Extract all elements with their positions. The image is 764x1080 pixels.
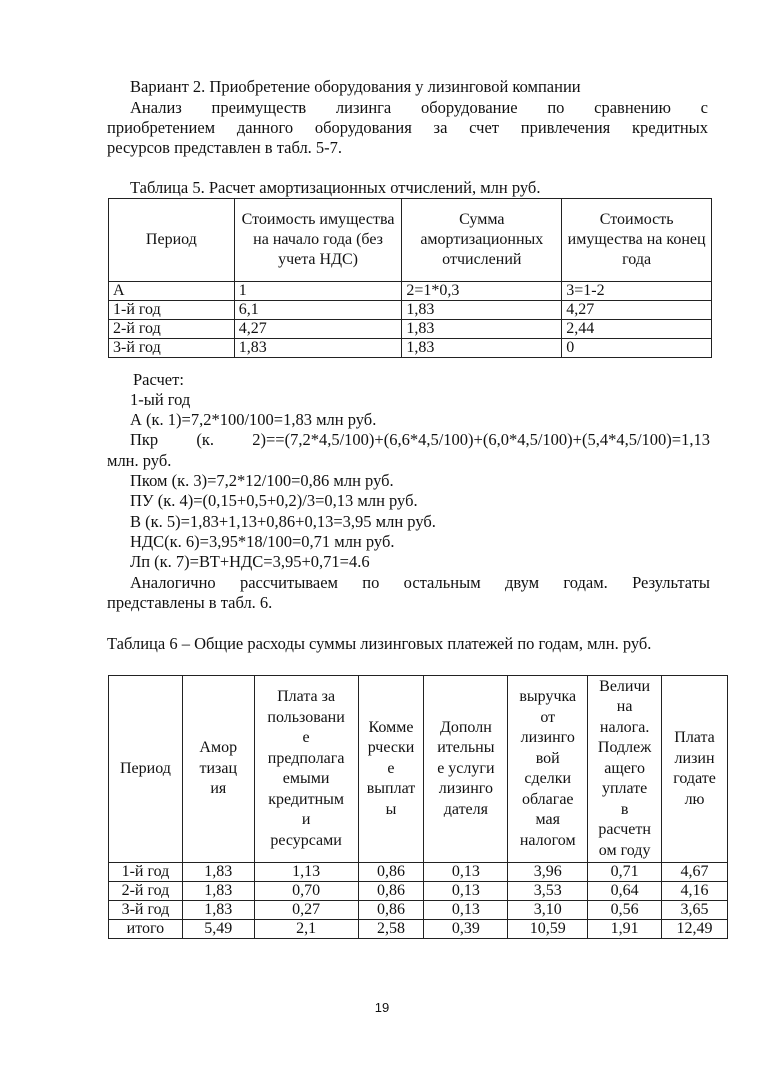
table5-cell: А bbox=[109, 282, 235, 301]
table6-cell: 2-й год bbox=[109, 882, 183, 901]
table6-cell: 0,13 bbox=[424, 863, 508, 882]
table6-caption: Таблица 6 – Общие расходы суммы лизинговых платежей по годам, млн. руб. bbox=[107, 634, 652, 653]
header-line: на bbox=[616, 698, 633, 716]
table6-header-cell bbox=[182, 676, 254, 863]
page-number: 19 bbox=[374, 1000, 390, 1015]
table5-header-cell: Сумма амортизационных отчислений bbox=[402, 199, 562, 282]
table6-cell: 2,1 bbox=[254, 920, 358, 939]
header-line: уплате bbox=[601, 780, 648, 798]
table5-cell: 3-й год bbox=[109, 339, 235, 358]
table5-row bbox=[109, 339, 712, 358]
table5-cell: 1-й год bbox=[109, 301, 235, 320]
table6-cell: 4,16 bbox=[662, 882, 728, 901]
header-line: Амор bbox=[199, 739, 238, 757]
table5-cell: 1 bbox=[234, 282, 402, 301]
table6-cell: 0,86 bbox=[358, 901, 424, 920]
header-line: дателя bbox=[443, 800, 488, 818]
table6-cell: 1-й год bbox=[109, 863, 183, 882]
table5-row bbox=[109, 301, 712, 320]
calc-line-v: В (к. 5)=1,83+1,13+0,86+0,13=3,95 млн руб. bbox=[130, 512, 436, 531]
header-line: расчетн bbox=[598, 821, 651, 839]
table6-cell: 1,83 bbox=[182, 901, 254, 920]
table6-cell: 4,67 bbox=[662, 863, 728, 882]
table6-header-row bbox=[109, 676, 728, 863]
calc-year: 1-ый год bbox=[130, 390, 191, 409]
table5-cell: 4,27 bbox=[234, 320, 402, 339]
table6-cell: 10,59 bbox=[508, 920, 588, 939]
header-line: и bbox=[301, 811, 311, 828]
table6-cell: 0,27 bbox=[254, 901, 358, 920]
table6-cell: 0,86 bbox=[358, 882, 424, 901]
table6-row bbox=[109, 863, 728, 882]
table6-header-cell bbox=[508, 676, 588, 863]
table6-header-cell bbox=[424, 676, 508, 863]
table6-cell: 3,96 bbox=[508, 863, 588, 882]
header-line: ащего bbox=[604, 759, 645, 777]
table5-cell: 6,1 bbox=[234, 301, 402, 320]
header-line: тизац bbox=[199, 759, 238, 777]
table5-cell: 1,83 bbox=[402, 301, 562, 320]
table5-cell: 1,83 bbox=[402, 339, 562, 358]
calc-line-lp: Лп (к. 7)=ВТ+НДС=3,95+0,71=4.6 bbox=[130, 552, 370, 571]
header-line: в bbox=[620, 800, 629, 818]
calc-line-a: А (к. 1)=7,2*100/100=1,83 млн руб. bbox=[130, 410, 377, 429]
intro-paragraph-line-2: приобретением данного оборудования за счет привлечения кредитных bbox=[107, 118, 708, 137]
table6-cell: 3,65 bbox=[662, 901, 728, 920]
calc-line-pkom: Пком (к. 3)=7,2*12/100=0,86 млн руб. bbox=[130, 471, 394, 490]
calc-similar-line-1: Аналогично рассчитываем по остальным двум годам. Результаты bbox=[130, 573, 710, 592]
header-line: налога. bbox=[599, 718, 650, 736]
header-line: е услуги bbox=[437, 759, 495, 777]
table5-cell: 2=1*0,3 bbox=[402, 282, 562, 301]
table6-cell: 1,13 bbox=[254, 863, 358, 882]
header-line: Плата bbox=[674, 729, 715, 746]
table5-cell: 0 bbox=[562, 339, 712, 358]
header-line: рчески bbox=[367, 739, 415, 757]
header-line: Подлеж bbox=[597, 739, 652, 757]
calc-line-pkr: Пкр (к. 2)==(7,2*4,5/100)+(6,6*4,5/100)+(6,0*4,5/100)+(5,4*4,5/100)=1,13 bbox=[130, 430, 710, 449]
header-line: пользовани bbox=[267, 708, 345, 726]
table6-row bbox=[109, 901, 728, 920]
table6-header-cell bbox=[254, 676, 358, 863]
header-line: Дополн bbox=[439, 718, 492, 736]
header-line: ительны bbox=[437, 739, 495, 757]
table6-header-cell bbox=[109, 676, 183, 863]
table5-cell: 2-й год bbox=[109, 320, 235, 339]
header-line: ом году bbox=[598, 841, 651, 859]
table6-row bbox=[109, 882, 728, 901]
header-line: сделки bbox=[524, 770, 572, 787]
calc-line-pkr-cont: млн. руб. bbox=[107, 451, 172, 470]
table5-row bbox=[109, 320, 712, 339]
header-line: ия bbox=[210, 780, 227, 798]
table6-cell: 12,49 bbox=[662, 920, 728, 939]
intro-paragraph-line-3: ресурсов представлен в табл. 5-7. bbox=[107, 138, 343, 157]
header-line: е bbox=[302, 729, 310, 746]
table5-header-cell: Стоимость имущества на начало года (без учета НДС) bbox=[234, 199, 402, 282]
table6-header-cell bbox=[358, 676, 424, 863]
variant-title: Вариант 2. Приобретение оборудования у лизинговой компании bbox=[130, 77, 581, 96]
table5-cell: 3=1-2 bbox=[562, 282, 712, 301]
table6-cell: 2,58 bbox=[358, 920, 424, 939]
header-line: годате bbox=[673, 770, 716, 787]
table6-cell: 1,83 bbox=[182, 882, 254, 901]
header-line: предполага bbox=[267, 749, 345, 767]
header-line: Период bbox=[119, 759, 171, 777]
table5-cell: 1,83 bbox=[234, 339, 402, 358]
table5-caption: Таблица 5. Расчет амортизационных отчислений, млн руб. bbox=[130, 178, 541, 197]
table6-cell: 3,10 bbox=[508, 901, 588, 920]
table6-cell: итого bbox=[109, 920, 183, 939]
table6-cell: 0,86 bbox=[358, 863, 424, 882]
table6-cell: 1,91 bbox=[588, 920, 662, 939]
table6-cell: 3-й год bbox=[109, 901, 183, 920]
header-line: лизин bbox=[674, 749, 715, 767]
table6-cell: 0,64 bbox=[588, 882, 662, 901]
table6-header-cell bbox=[588, 676, 662, 863]
table6-header-cell bbox=[662, 676, 728, 863]
header-line: Комме bbox=[368, 718, 414, 736]
header-line: лизинго bbox=[438, 780, 493, 798]
header-line: выплат bbox=[366, 780, 416, 798]
table6-cell: 1,83 bbox=[182, 863, 254, 882]
calc-line-nds: НДС(к. 6)=3,95*18/100=0,71 млн руб. bbox=[130, 532, 395, 551]
table5-cell: 1,83 bbox=[402, 320, 562, 339]
header-line: кредитным bbox=[268, 790, 344, 808]
calc-similar-line-2: представлены в табл. 6. bbox=[107, 593, 273, 612]
calc-title: Расчет: bbox=[133, 370, 184, 389]
header-line: лю bbox=[684, 790, 705, 808]
table6-cell: 0,71 bbox=[588, 863, 662, 882]
header-line: мая bbox=[535, 811, 560, 828]
header-line: налогом bbox=[519, 831, 576, 849]
header-line: ы bbox=[385, 800, 397, 818]
header-line: Плата за bbox=[277, 688, 336, 705]
table6-cell: 3,53 bbox=[508, 882, 588, 901]
intro-paragraph-line-1: Анализ преимуществ лизинга оборудование по сравнению с bbox=[130, 98, 708, 117]
table5-header-cell: Период bbox=[109, 199, 235, 282]
header-line: Величи bbox=[599, 677, 651, 695]
table5-header-row bbox=[109, 199, 712, 282]
header-line: от bbox=[540, 708, 556, 726]
table5-cell: 4,27 bbox=[562, 301, 712, 320]
header-line: ресурсами bbox=[270, 831, 342, 849]
header-line: выручка bbox=[519, 688, 577, 705]
table6-cell: 5,49 bbox=[182, 920, 254, 939]
table6-cell: 0,13 bbox=[424, 901, 508, 920]
header-line: облагае bbox=[521, 790, 574, 808]
header-line: е bbox=[387, 759, 395, 777]
table5-header-cell: Стоимость имущества на конец года bbox=[562, 199, 712, 282]
header-line: лизинго bbox=[520, 729, 575, 746]
table-5 bbox=[108, 198, 712, 358]
table5-row bbox=[109, 282, 712, 301]
table6-cell: 0,56 bbox=[588, 901, 662, 920]
table6-cell: 0,70 bbox=[254, 882, 358, 901]
table6-cell: 0,39 bbox=[424, 920, 508, 939]
table6-row bbox=[109, 920, 728, 939]
table6-cell: 0,13 bbox=[424, 882, 508, 901]
calc-line-pu: ПУ (к. 4)=(0,15+0,5+0,2)/3=0,13 млн руб. bbox=[130, 491, 418, 510]
header-line: емыми bbox=[282, 770, 330, 787]
header-line: вой bbox=[535, 749, 560, 767]
table5-cell: 2,44 bbox=[562, 320, 712, 339]
table-6 bbox=[108, 675, 728, 939]
